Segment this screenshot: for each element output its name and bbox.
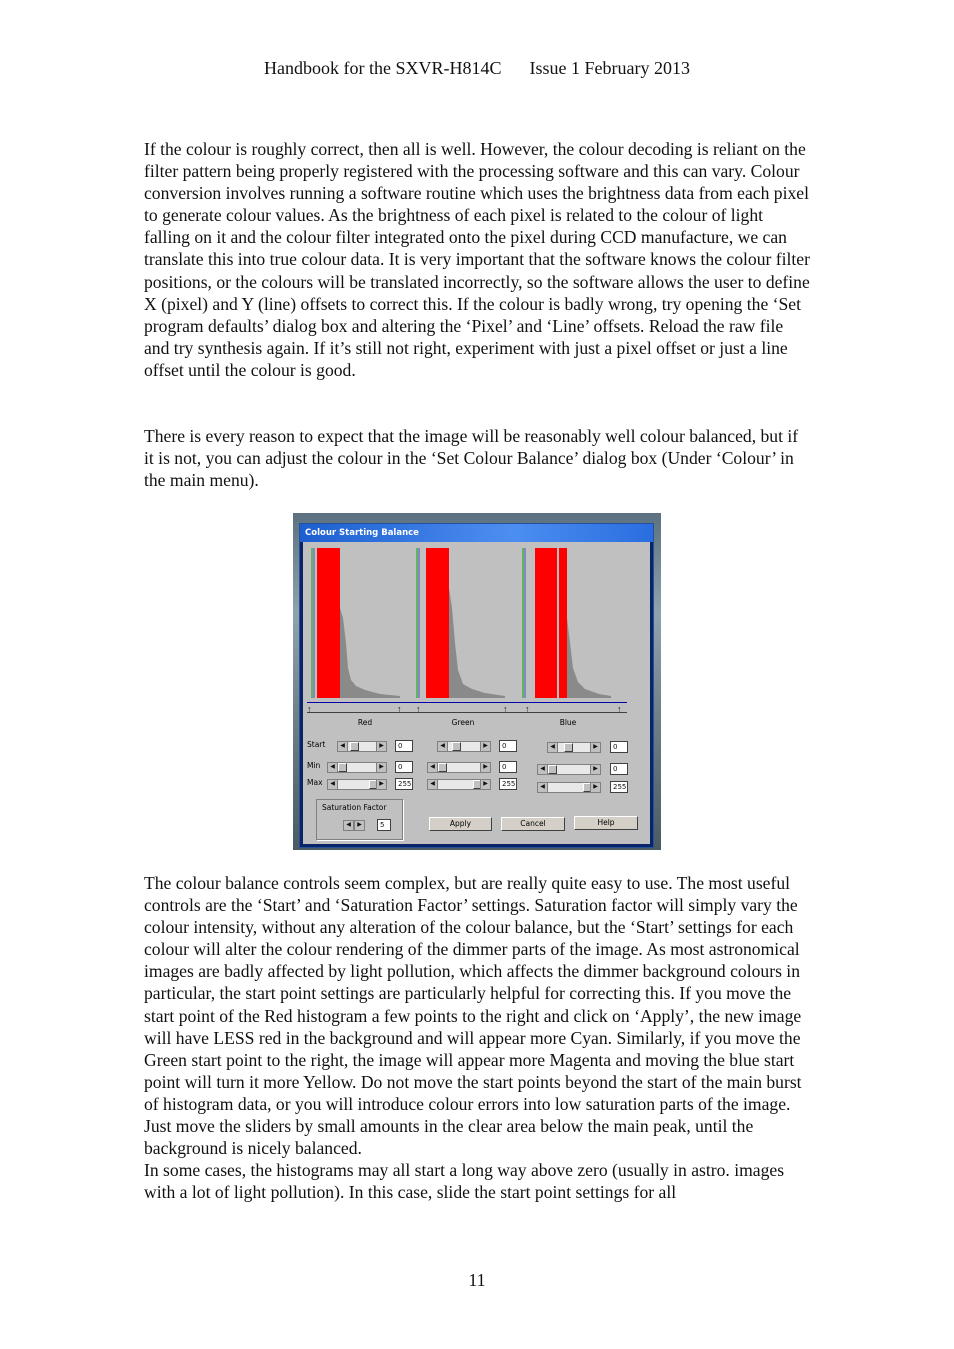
red-max-slider[interactable] (327, 779, 387, 790)
right-arrow-icon[interactable]: ▶ (354, 821, 364, 830)
green-label: Green (451, 718, 475, 727)
red-end-marker-icon[interactable]: ↑ (397, 704, 402, 714)
blue-start-value[interactable]: 0 (610, 741, 628, 753)
left-arrow-icon[interactable]: ◀ (338, 742, 348, 751)
help-button[interactable]: Help (574, 816, 638, 830)
red-max-value[interactable]: 255 (395, 778, 413, 790)
saturation-label: Saturation Factor (322, 803, 387, 812)
slider-thumb[interactable] (452, 742, 461, 751)
blue-min-slider[interactable] (537, 764, 601, 775)
right-arrow-icon[interactable]: ▶ (376, 780, 386, 789)
left-arrow-icon[interactable]: ◀ (548, 743, 558, 752)
blue-min-value[interactable]: 0 (610, 763, 628, 775)
blue-end-marker-icon[interactable]: ↑ (617, 704, 622, 714)
left-arrow-icon[interactable]: ◀ (438, 742, 448, 751)
right-arrow-icon[interactable]: ▶ (480, 742, 490, 751)
paragraph-colour-balance-controls: The colour balance controls seem complex, but are really quite easy to use. The most useful controls are the ‘Start’ and ‘Saturation Factor’ settings. Saturation factor will simply vary the colour intensity, without any alteration of the colour balance, but the ‘Start’ settings for each colour will alter the colour rendering of the dimmer parts of the image. As most astronomical images are badly affected by light pollution, which affects the dimmer background colours in particular, the start point settings are particularly helpful for correcting this. If you move the start point of the Red histogram a few points to the right and click on ‘Apply’, the new image will have LESS red in the background and will appear more Cyan. Similarly, if you move the Green start point to the right, the image will appear more Magenta and moving the blue start point will turn it more Yellow. Do not move the start points beyond the start of the main burst of histogram data, or you will introduce colour errors into low saturation parts of the image. Just move the sliders by small amounts in the clear area below the main peak, until the background is nicely balanced. In some cases, the histograms may all start a long way above zero (usually in astro. images with a lot of light pollution). In this case, slide the start point settings for all (144, 873, 802, 1203)
blue-max-value[interactable]: 255 (610, 781, 628, 793)
paragraph-colour-balance-intro: There is every reason to expect that the image will be reasonably well colour balanced, but if it is not, you can adjust the colour in the ‘Set Colour Balance’ dialog box (Under ‘Colour’ in the main menu). (144, 426, 799, 491)
green-end-marker-icon[interactable]: ↑ (503, 704, 508, 714)
header-issue: Issue 1 February 2013 (529, 58, 690, 78)
blue-max-slider[interactable] (537, 782, 601, 793)
left-arrow-icon[interactable]: ◀ (428, 763, 438, 772)
green-start-slider[interactable] (437, 741, 491, 752)
paragraph-filter-registration: If the colour is roughly correct, then all is well. However, the colour decoding is reliant on the filter pattern being properly registered with the processing software and this can vary. Colour conversion involves running a software routine which uses the brightness data from each pixel to generate colour values. As the brightness of each pixel is related to the colour of light falling on it and the colour filter integrated onto the pixel during CCD manufacture, we can translate this into true colour data. It is very important that the software knows the colour filter positions, or the colours will be translated incorrectly, so the software allows the user to define X (pixel) and Y (line) offsets to correct this. If the colour is badly wrong, try opening the ‘Set program defaults’ dialog box and altering the ‘Pixel’ and ‘Line’ offsets. Reload the raw file and try synthesis again. If it’s still not right, experiment with just a pixel offset or just a line offset until the colour is good. (144, 139, 810, 380)
blue-start-marker-icon[interactable]: ↑ (525, 704, 530, 714)
colour-balance-dialog (299, 523, 654, 848)
red-min-value[interactable]: 0 (395, 761, 413, 773)
right-arrow-icon[interactable]: ▶ (480, 780, 490, 789)
histogram-range-track (307, 712, 627, 713)
dialog-title: Colour Starting Balance (300, 524, 653, 542)
colour-balance-screenshot (293, 513, 661, 850)
red-histogram (310, 548, 402, 698)
left-arrow-icon[interactable]: ◀ (344, 821, 354, 830)
max-row-label: Max (307, 778, 323, 787)
red-min-slider[interactable] (327, 762, 387, 773)
slider-thumb[interactable] (548, 765, 557, 774)
left-arrow-icon[interactable]: ◀ (328, 780, 338, 789)
saturation-value[interactable]: 5 (377, 819, 391, 831)
green-start-value[interactable]: 0 (499, 740, 517, 752)
start-row-label: Start (307, 740, 326, 749)
saturation-spinner[interactable] (343, 820, 365, 831)
blue-label: Blue (559, 718, 577, 727)
right-arrow-icon[interactable]: ▶ (590, 783, 600, 792)
left-arrow-icon[interactable]: ◀ (538, 783, 548, 792)
right-arrow-icon[interactable]: ▶ (376, 763, 386, 772)
left-arrow-icon[interactable]: ◀ (538, 765, 548, 774)
green-max-slider[interactable] (427, 779, 491, 790)
histogram-axis (307, 702, 627, 703)
green-min-value[interactable]: 0 (499, 761, 517, 773)
right-arrow-icon[interactable]: ▶ (480, 763, 490, 772)
saturation-group (316, 799, 403, 840)
green-histogram (415, 548, 507, 698)
red-start-marker-icon[interactable]: ↑ (307, 704, 312, 714)
red-start-slider[interactable] (337, 741, 387, 752)
right-arrow-icon[interactable]: ▶ (376, 742, 386, 751)
green-min-slider[interactable] (427, 762, 491, 773)
green-start-marker-icon[interactable]: ↑ (416, 704, 421, 714)
left-arrow-icon[interactable]: ◀ (428, 780, 438, 789)
left-arrow-icon[interactable]: ◀ (328, 763, 338, 772)
slider-thumb[interactable] (350, 742, 359, 751)
apply-button[interactable]: Apply (429, 817, 492, 831)
slider-thumb[interactable] (338, 763, 347, 772)
page-header (0, 58, 954, 79)
cancel-button[interactable]: Cancel (501, 817, 565, 831)
blue-start-slider[interactable] (547, 742, 601, 753)
right-arrow-icon[interactable]: ▶ (590, 765, 600, 774)
dialog-client-area (303, 542, 650, 844)
green-max-value[interactable]: 255 (499, 778, 517, 790)
header-title: Handbook for the SXVR-H814C (264, 58, 502, 78)
blue-histogram (521, 548, 613, 698)
right-arrow-icon[interactable]: ▶ (590, 743, 600, 752)
min-row-label: Min (307, 761, 321, 770)
red-start-value[interactable]: 0 (395, 740, 413, 752)
slider-thumb[interactable] (564, 743, 573, 752)
slider-thumb[interactable] (438, 763, 447, 772)
red-label: Red (357, 718, 373, 727)
page-number: 11 (468, 1270, 486, 1290)
